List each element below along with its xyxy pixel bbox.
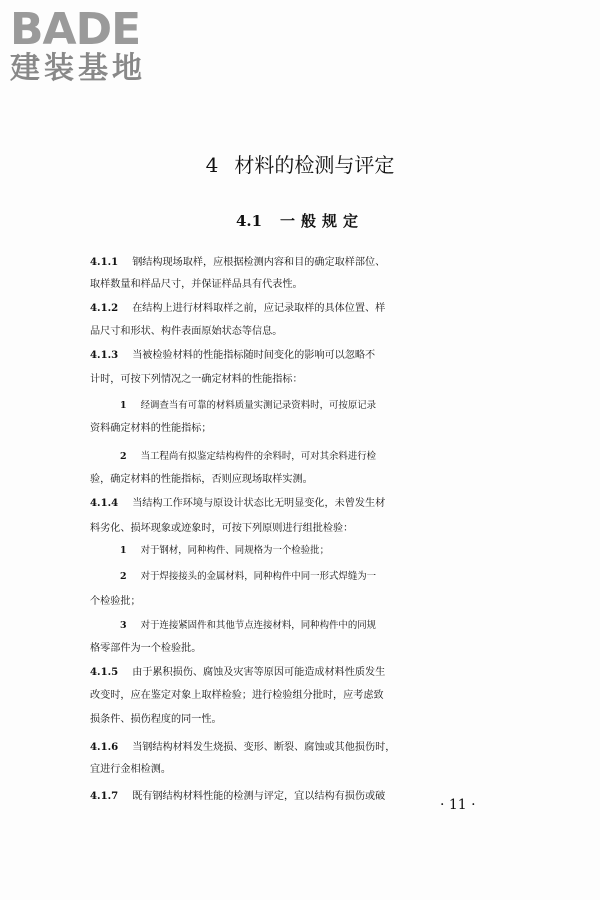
section-title-text: 一般规定 — [280, 212, 365, 230]
text-line — [90, 591, 600, 613]
item-number: 2 — [120, 451, 127, 462]
line-text: 对于连接紧固件和其他节点连接材料，同种构件中的同规 — [140, 620, 377, 631]
line-text: 格零部件为一个检验批。 — [90, 643, 202, 654]
line-text: 资料确定材料的性能指标； — [90, 423, 212, 434]
line-text: 计时，可按下列情况之一确定材料的性能指标： — [90, 374, 303, 385]
chapter-title-text: 材料的检测与评定 — [234, 153, 395, 177]
clause-number: 4.1.7 — [90, 790, 119, 802]
line-text: 料劣化、损坏现象或迹象时，可按下列原则进行组批检验： — [90, 523, 354, 534]
text-line — [90, 492, 600, 515]
chapter-number: 4 — [205, 153, 219, 177]
logo-subtitle: 建装基地 — [10, 51, 146, 86]
line-text: 由于累积损伤、腐蚀及灾害等原因可能造成材料性质发生 — [132, 667, 386, 678]
line-text: 宜进行金相检测。 — [90, 764, 171, 775]
item-number: 3 — [120, 620, 127, 631]
text-line — [120, 566, 600, 588]
text-line — [90, 418, 600, 440]
text-line — [90, 736, 600, 759]
line-text: 损条件、损伤程度的同一性。 — [90, 714, 222, 725]
section-title — [0, 210, 600, 232]
text-line — [90, 785, 600, 808]
text-line — [90, 321, 600, 343]
line-text: 经调查当有可靠的材料质量实测记录资料时，可按原记录 — [140, 400, 377, 411]
clause-number: 4.1.1 — [90, 256, 119, 268]
chapter-title — [0, 151, 600, 179]
line-text: 个检验批； — [90, 596, 141, 607]
text-line — [120, 446, 600, 468]
text-line — [90, 369, 600, 391]
line-text: 当钢结构材料发生烧损、变形、断裂、腐蚀或其他损伤时， — [132, 742, 396, 753]
page-number: · 11 · — [440, 797, 476, 813]
item-number: 2 — [120, 571, 127, 582]
line-text: 品尺寸和形状、构件表面原始状态等信息。 — [90, 326, 283, 337]
line-text: 取样数量和样品尺寸，并保证样品具有代表性。 — [90, 279, 303, 290]
bade-logo — [10, 4, 180, 86]
section-number: 4.1 — [235, 212, 263, 230]
text-line — [90, 518, 600, 540]
clause-number: 4.1.3 — [90, 349, 119, 361]
clause-number: 4.1.4 — [90, 497, 119, 509]
text-line — [120, 540, 600, 562]
line-text: 验，确定材料的性能指标，否则应现场取样实测。 — [90, 474, 313, 485]
text-line — [90, 469, 600, 491]
clause-number: 4.1.5 — [90, 666, 119, 678]
line-text: 当工程尚有拟鉴定结构构件的余料时，可对其余料进行检 — [140, 451, 377, 462]
line-text: 当结构工作环境与原设计状态比无明显变化，未曾发生材 — [132, 498, 386, 509]
text-line — [120, 395, 600, 417]
text-line — [90, 274, 600, 296]
text-line — [90, 251, 600, 274]
text-line — [90, 638, 600, 660]
clause-number: 4.1.2 — [90, 302, 119, 314]
item-number: 1 — [120, 400, 127, 411]
line-text: 钢结构现场取样，应根据检测内容和目的确定取样部位、 — [132, 257, 386, 268]
clause-number: 4.1.6 — [90, 741, 119, 753]
line-text: 对于钢材，同种构件、同规格为一个检验批； — [140, 545, 329, 556]
text-line — [90, 709, 600, 731]
line-text: 当被检验材料的性能指标随时间变化的影响可以忽略不 — [132, 350, 376, 361]
line-text: 对于焊接接头的金属材料，同种构件中同一形式焊缝为一 — [140, 571, 377, 582]
text-line — [90, 344, 600, 367]
line-text: 在结构上进行材料取样之前，应记录取样的具体位置、样 — [132, 303, 386, 314]
item-number: 1 — [120, 545, 127, 556]
text-line — [90, 297, 600, 320]
line-text: 既有钢结构材料性能的检测与评定，宜以结构有损伤或破 — [132, 791, 386, 802]
text-line — [90, 685, 600, 707]
text-line — [90, 661, 600, 684]
text-line — [90, 759, 600, 781]
logo-brand: BADE — [10, 4, 141, 55]
line-text: 改变时，应在鉴定对象上取样检验；进行检验组分批时，应考虑致 — [90, 690, 384, 701]
text-line — [120, 615, 600, 637]
